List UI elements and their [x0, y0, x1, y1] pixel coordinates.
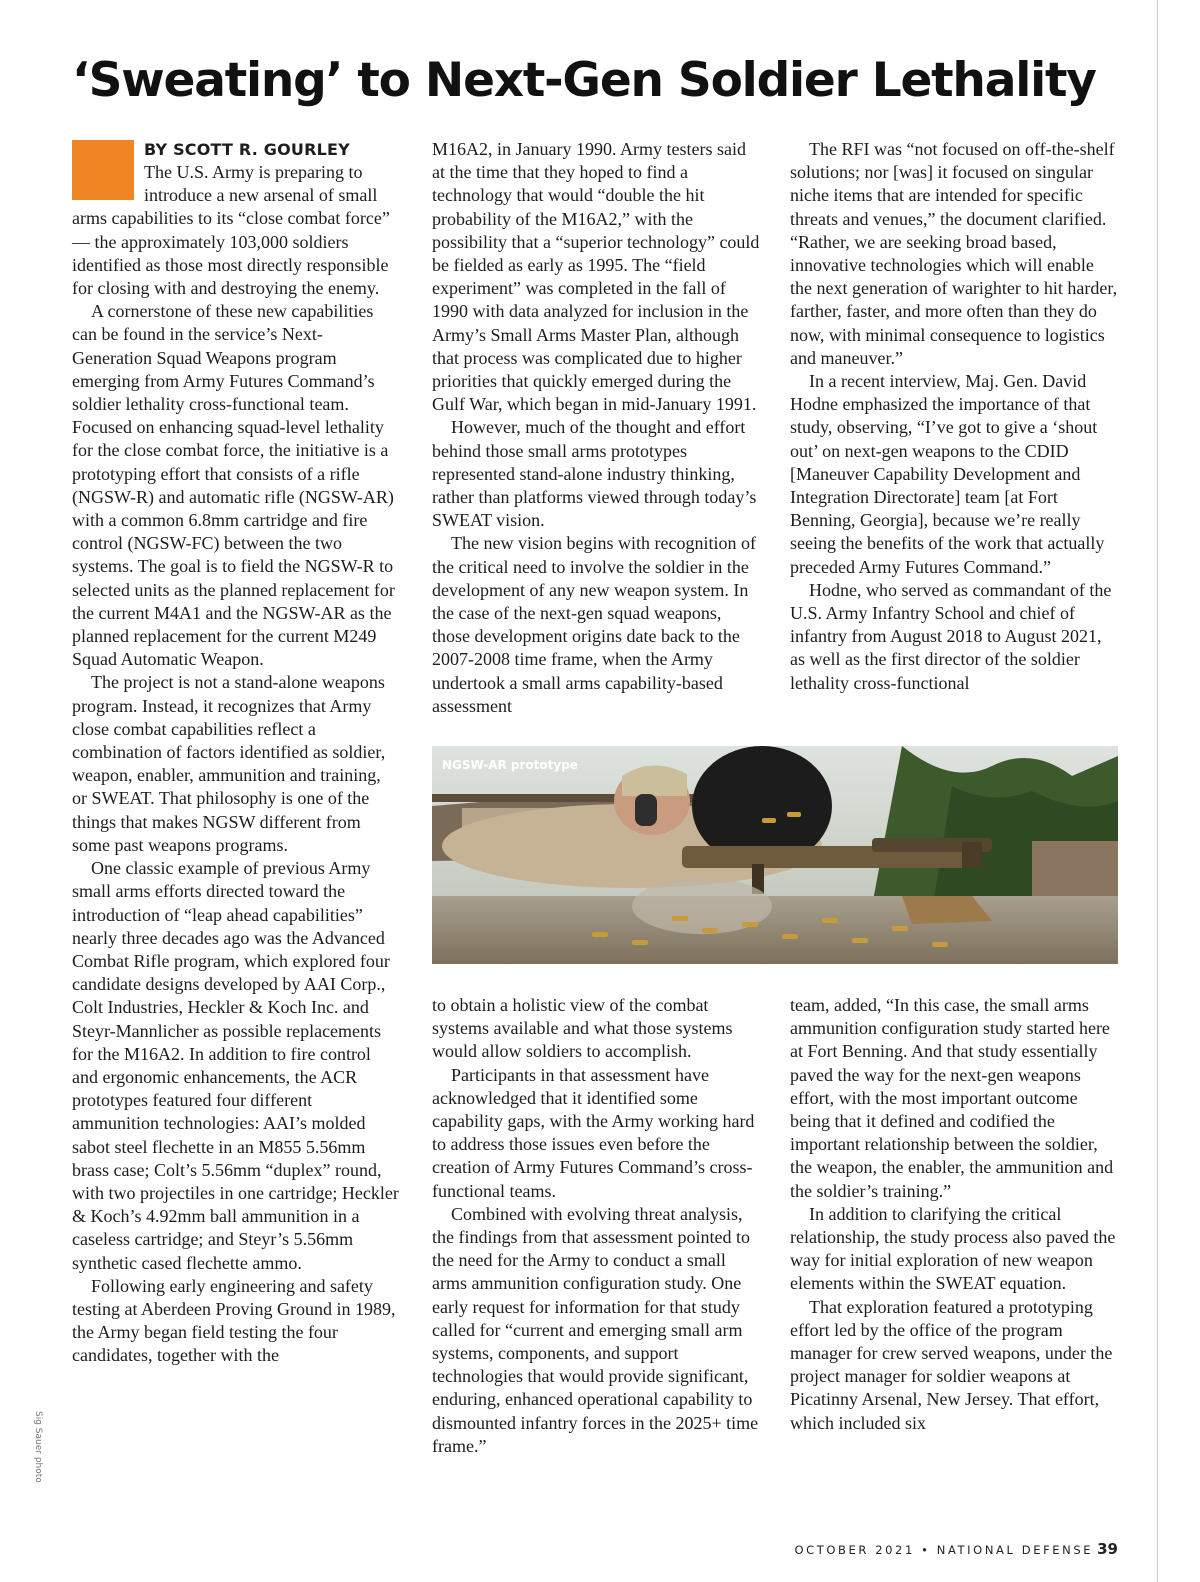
photo-credit — [28, 1410, 43, 1495]
paragraph: The U.S. Army is preparing to introduce a new arsenal of small arms capabilities to its “close combat force” — the approximately 103,000 soldiers identified as those most directly responsible for closing with and destroying the enemy. — [72, 162, 390, 299]
page-edge-line — [1157, 0, 1158, 1582]
paragraph: However, much of the thought and effort behind those small arms prototypes represented stand-alone industry thinking, rather than platforms viewed through today’s SWEAT vision. — [432, 417, 757, 531]
column-3-top — [790, 138, 1118, 695]
paragraph: One classic example of previous Army small arms efforts directed toward the introduction of “leap ahead capabilities” nearly three decades ago was the Advanced Combat Rifle program, which explored four candidate designs developed by AAI Corp., Colt Industries, Heckler & Koch Inc. and Steyr-Mannlicher as possible replacements for the M16A2. In addition to fire control and ergonomic enhancements, the ACR prototypes featured four different ammunition technologies: AAI’s molded sabot steel flechette in an M855 5.56mm brass case; Colt’s 5.56mm “duplex” round, with two projectiles in one cartridge; Heckler & Koch’s 4.92mm ball ammunition in a caseless cartridge; and Steyr’s 5.56mm synthetic cased flechette ammo. — [72, 858, 399, 1273]
photo-caption: NGSW-AR prototype — [442, 758, 578, 772]
paragraph: Participants in that assessment have acknowledged that it identified some capability gaps, with the Army working hard to address those issues even before the creation of Army Futures Command’s cross-functional teams. — [432, 1064, 755, 1201]
paragraph: The project is not a stand-alone weapons program. Instead, it recognizes that Army close combat capabilities reflect a combination of factors identified as soldier, weapon, enabler, ammunition and training, or SWEAT. That philosophy is one of the things that makes NGSW different from some past weapons programs. — [72, 672, 386, 855]
paragraph: Hodne, who served as commandant of the U.S. Army Infantry School and chief of infantry from August 2018 to August 2021, as well as the first director of the soldier lethality cross-functional — [790, 579, 1112, 693]
column-2-bottom — [432, 994, 760, 1458]
issue-label: OCTOBER 2021 • NATIONAL DEFENSE — [794, 1543, 1094, 1557]
paragraph: team, added, “In this case, the small arms ammunition configuration study started here at Fort Benning. And that study essentially paved the way for the next-gen weapons effort, with the most important outcome being that it defined and codified the important relationship between the soldier, the weapon, the enabler, the ammunition and the soldier’s training.” — [790, 995, 1114, 1201]
orange-accent-block — [72, 140, 134, 200]
paragraph: The new vision begins with recognition of the critical need to involve the soldier in the development of any new weapon system. In the case of the next-gen squad weapons, those development origins date back to the 2007-2008 time frame, when the Army undertook a small arms capability-based assessment — [432, 533, 756, 716]
paragraph: The RFI was “not focused on off-the-shelf solutions; nor [was] it focused on singular niche items that are intended for specific threats and venues,” the document clarified. “Rather, we are seeking broad based, innovative technologies which will enable the next generation of warighter to hit harder, farther, faster, and more often than they do now, with minimal consequence to logistics and maneuver.” — [790, 139, 1118, 368]
photo-illustration — [432, 746, 1118, 964]
byline: BY SCOTT R. GOURLEY — [144, 140, 350, 159]
paragraph: M16A2, in January 1990. Army testers said at the time that they hoped to find a technology that would “double the hit probability of the M16A2,” with the possibility that a “superior technology” could be fielded as early as 1995. The “field experiment” was completed in the fall of 1990 with data analyzed for inclusion in the Army’s Small Arms Master Plan, although that process was complicated due to higher priorities that quickly emerged during the Gulf War, which began in mid-January 1991. — [432, 139, 760, 415]
paragraph: In addition to clarifying the critical relationship, the study process also paved the way for initial exploration of new weapon elements within the SWEAT equation. — [790, 1203, 1116, 1294]
article-title: ‘Sweating’ to Next-Gen Soldier Lethality — [72, 53, 1096, 108]
photo-credit-text: Sig Sauer photo — [33, 1411, 43, 1483]
page-footer — [794, 1540, 1118, 1558]
paragraph: In a recent interview, Maj. Gen. David Hodne emphasized the importance of that study, observing, “I’ve got to give a ‘shout out’ on next-gen weapons to the CDID [Maneuver Capability Development and Integration Directorate] team [at Fort Benning, Georgia], because we’re really seeing the benefits of the work that actually preceded Army Futures Command.” — [790, 371, 1105, 577]
column-3-bottom — [790, 994, 1118, 1435]
ngsw-ar-photo — [432, 746, 1118, 964]
paragraph: to obtain a holistic view of the combat systems available and what those systems would allow soldiers to accomplish. — [432, 995, 733, 1062]
column-1-top — [72, 138, 400, 1368]
paragraph: A cornerstone of these new capabilities can be found in the service’s Next-Generation Squad Weapons program emerging from Army Futures Command’s soldier lethality cross-functional team. Focused on enhancing squad-level lethality for the close combat force, the initiative is a prototyping effort that consists of a rifle (NGSW-R) and automatic rifle (NGSW-AR) with a common 6.8mm cartridge and fire control (NGSW-FC) between the two systems. The goal is to field the NGSW-R to selected units as the planned replacement for the current M4A1 and the NGSW-AR as the planned replacement for the current M249 Squad Automatic Weapon. — [72, 301, 395, 670]
column-2-top — [432, 138, 760, 718]
paragraph: That exploration featured a prototyping effort led by the office of the program manager for crew served weapons, under the project manager for soldier weapons at Picatinny Arsenal, New Jersey. That effort, which included six — [790, 1296, 1113, 1433]
paragraph: Combined with evolving threat analysis, the findings from that assessment pointed to the need for the Army to conduct a small arms ammunition configuration study. One early request for information for that study called for “current and emerging small arm systems, components, and support technologies that would provide significant, enduring, enhanced operational capability to dismounted infantry forces in the 2025+ time frame.” — [432, 1203, 759, 1456]
page-number: 39 — [1097, 1540, 1118, 1558]
paragraph: Following early engineering and safety testing at Aberdeen Proving Ground in 1989, the Army began field testing the four candidates, together with the — [72, 1275, 396, 1366]
